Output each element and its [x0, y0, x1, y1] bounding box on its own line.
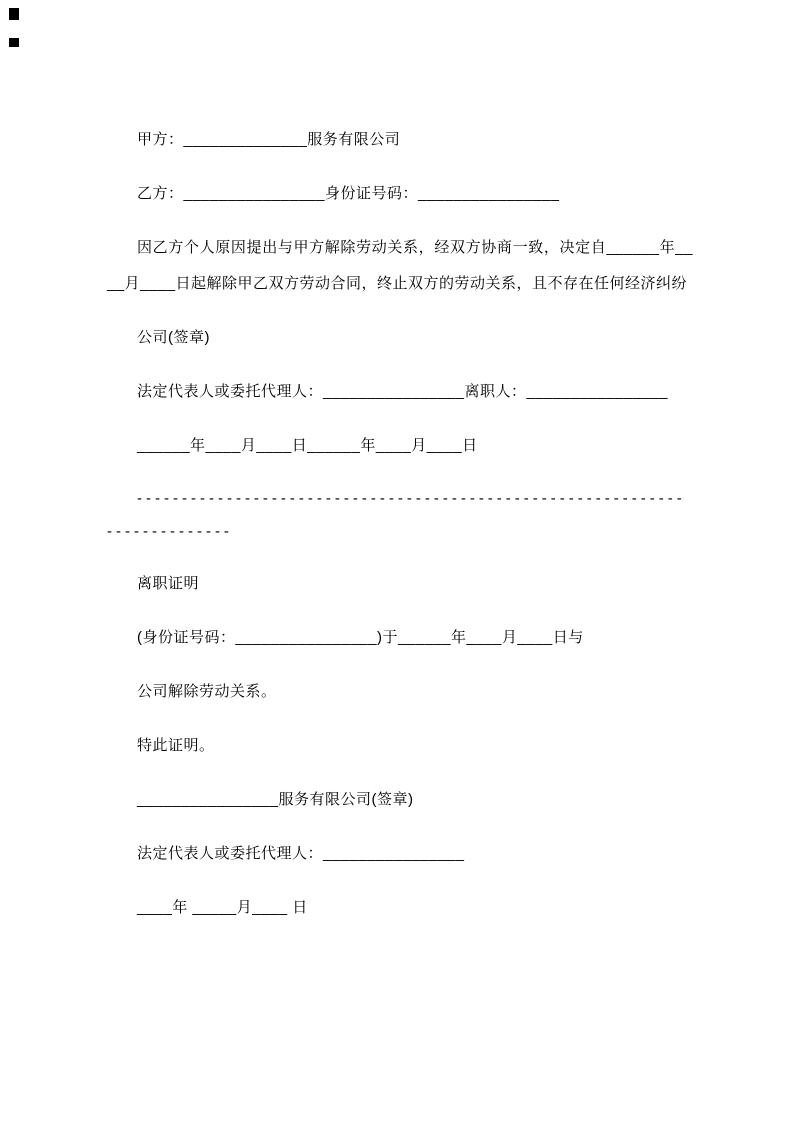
corner-artifact-mark: [9, 38, 19, 47]
party-b-line: 乙方：________________身份证号码：________________: [137, 185, 560, 202]
double-date-line: ______年____月____日______年____月____日: [137, 437, 478, 454]
representative-line-2: 法定代表人或委托代理人：________________: [137, 845, 465, 862]
id-and-date-line: (身份证号码：________________)于______年____月____日与: [137, 629, 584, 646]
single-date-line: ____年 _____月____ 日: [137, 899, 308, 916]
corner-artifact-mark: [9, 8, 19, 20]
dashed-divider: ---------------------------------------------------------------------------: [107, 490, 686, 540]
representative-and-leaver-line: 法定代表人或委托代理人：________________离职人：________________: [137, 383, 668, 400]
hereby-certify-line: 特此证明。: [137, 737, 215, 754]
company-seal-line: 公司(签章): [137, 329, 210, 346]
termination-statement-line: 公司解除劳动关系。: [137, 683, 277, 700]
party-a-line: 甲方：______________服务有限公司: [137, 131, 401, 148]
company-seal-line-2: ________________服务有限公司(签章): [137, 791, 414, 808]
agreement-body-paragraph: 因乙方个人原因提出与甲方解除劳动关系，经双方协商一致，决定自______年____月____日起解除甲乙双方劳动合同，终止双方的劳动关系，且不存在任何经济纠纷: [107, 239, 693, 292]
certificate-title: 离职证明: [137, 575, 200, 592]
